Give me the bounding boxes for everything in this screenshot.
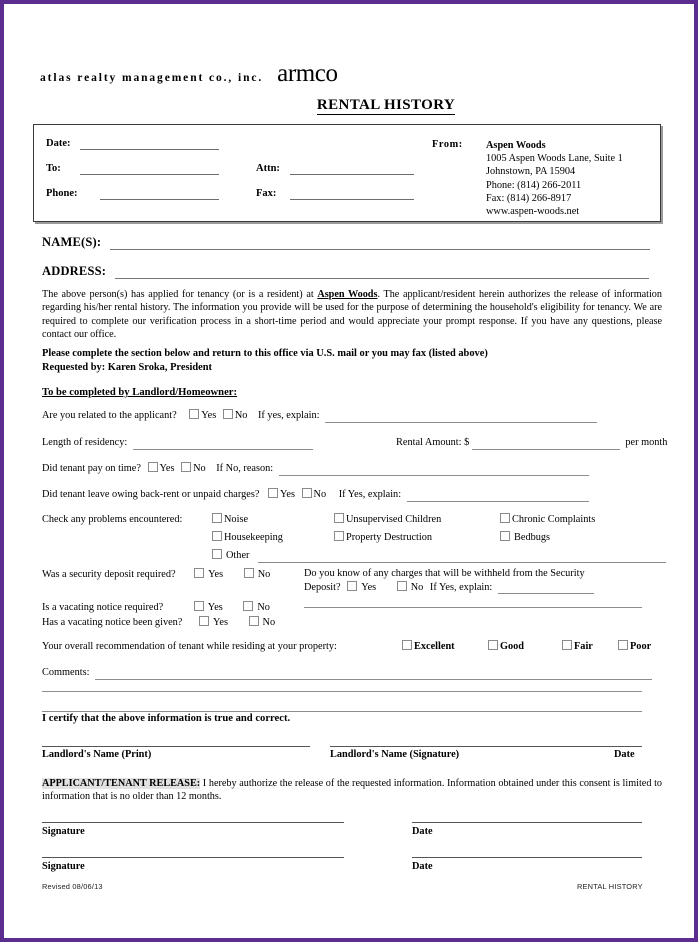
recommendation-poor-label: Poor xyxy=(630,641,652,652)
pay-on-time-yes-label: Yes xyxy=(159,463,175,474)
contact-box-inner xyxy=(34,125,660,221)
checkbox-icon[interactable] xyxy=(488,640,498,650)
back-rent-label: Did tenant leave owing back-rent or unpaid charges? xyxy=(42,489,260,500)
related-yes-option[interactable] xyxy=(189,410,216,421)
from-phone: Phone: (814) 266-2011 xyxy=(486,179,582,191)
from-website: www.aspen-woods.net xyxy=(486,206,580,218)
pay-on-time-no-label: No xyxy=(193,463,206,474)
recommendation-excellent-label: Excellent xyxy=(414,641,455,652)
related-no-label: No xyxy=(234,410,248,421)
footer-revised-date: Revised 08/06/13 xyxy=(42,882,103,891)
from-company-name: Aspen Woods xyxy=(486,140,546,151)
landlord-print-line[interactable] xyxy=(42,746,310,747)
phone-input-line[interactable] xyxy=(100,199,219,200)
contact-box xyxy=(33,124,661,222)
brand-logo: armco xyxy=(277,60,338,87)
applicant-date-line-2[interactable] xyxy=(412,857,642,858)
problem-option-unsupervised-children[interactable] xyxy=(334,513,441,527)
question-length-of-residency xyxy=(42,436,313,450)
question-pay-on-time xyxy=(42,462,589,476)
checkbox-icon[interactable] xyxy=(402,640,412,650)
back-rent-no-label: No xyxy=(313,489,327,500)
checkbox-icon[interactable] xyxy=(223,409,233,419)
from-address-block xyxy=(486,139,623,218)
related-no-option[interactable] xyxy=(223,410,248,421)
recommendation-option-good[interactable] xyxy=(488,640,524,654)
brand-row xyxy=(40,61,652,86)
vacating-required-label: Is a vacating notice required? xyxy=(42,602,164,613)
checkbox-icon[interactable] xyxy=(268,488,278,498)
problem-option-other[interactable] xyxy=(212,549,666,563)
attn-label: Attn: xyxy=(256,163,280,174)
applicant-date-label-1: Date xyxy=(412,826,433,837)
instructions-block xyxy=(42,347,662,375)
fax-label: Fax: xyxy=(256,188,277,199)
landlord-print-label: Landlord's Name (Print) xyxy=(42,749,152,760)
length-of-residency-input-line[interactable] xyxy=(133,439,313,450)
document-sheet xyxy=(4,4,694,938)
comments-input-line-1[interactable] xyxy=(95,669,652,680)
applicant-signature-label-1: Signature xyxy=(42,826,85,837)
release-heading: APPLICANT/TENANT RELEASE: xyxy=(42,778,201,789)
vacating-required-no-label: No xyxy=(257,602,270,613)
related-yes-label: Yes xyxy=(201,410,217,421)
vacating-required-yes-label: Yes xyxy=(207,602,223,613)
question-vacating-given xyxy=(42,616,279,630)
pay-on-time-no-option[interactable] xyxy=(181,463,206,474)
fax-input-line[interactable] xyxy=(290,199,414,200)
withheld-charges-line-2 xyxy=(304,581,650,595)
checkbox-icon[interactable] xyxy=(212,513,222,523)
withheld-charges-no-option[interactable] xyxy=(397,582,424,593)
address-input-line[interactable] xyxy=(115,267,649,279)
problem-noise-label: Noise xyxy=(224,514,249,525)
date-label: Date: xyxy=(46,138,71,149)
instructions-line-2: Requested by: Karen Sroka, President xyxy=(42,362,213,373)
back-rent-yes-label: Yes xyxy=(279,489,295,500)
applicant-signature-line-2[interactable] xyxy=(42,857,344,858)
address-label: ADDRESS: xyxy=(42,264,107,278)
comments-label: Comments: xyxy=(42,667,90,678)
names-input-line[interactable] xyxy=(110,238,650,250)
instructions-line-1: Please complete the section below and return to this office via U.S. mail or you may fax (listed above) xyxy=(42,348,488,359)
checkbox-icon[interactable] xyxy=(249,616,259,626)
back-rent-explain-line[interactable] xyxy=(407,491,589,502)
letterhead xyxy=(40,61,652,114)
date-input-line[interactable] xyxy=(80,149,219,150)
related-label: Are you related to the applicant? xyxy=(42,410,177,421)
pay-on-time-label: Did tenant pay on time? xyxy=(42,463,141,474)
back-rent-no-option[interactable] xyxy=(302,489,327,500)
property-name-inline: Aspen Woods xyxy=(317,289,378,300)
question-withheld-charges xyxy=(304,567,650,594)
withheld-charges-yes-label: Yes xyxy=(361,581,377,593)
comments-field xyxy=(42,666,652,680)
checkbox-icon[interactable] xyxy=(181,462,191,472)
recommendation-option-fair[interactable] xyxy=(562,640,593,654)
applicant-signature-label-2: Signature xyxy=(42,861,85,872)
withheld-charges-explain-line[interactable] xyxy=(498,583,594,594)
checkbox-icon[interactable] xyxy=(302,488,312,498)
landlord-signature-label: Landlord's Name (Signature) xyxy=(330,749,460,760)
checkbox-icon[interactable] xyxy=(243,601,253,611)
release-body: I hereby authorize the release of the requested information. Information obtained under this consent is limited to information that is no older than 12 months. xyxy=(42,778,662,803)
checkbox-icon[interactable] xyxy=(618,640,628,650)
question-recommendation-label: Your overall recommendation of tenant while residing at your property: xyxy=(42,641,337,652)
security-deposit-no-option[interactable] xyxy=(244,569,271,580)
checkbox-icon[interactable] xyxy=(148,462,158,472)
vacating-given-yes-label: Yes xyxy=(212,617,228,628)
phone-label: Phone: xyxy=(46,188,78,199)
recommendation-fair-label: Fair xyxy=(574,641,593,652)
checkbox-icon[interactable] xyxy=(194,568,204,578)
checkbox-icon[interactable] xyxy=(334,513,344,523)
landlord-date-label: Date xyxy=(614,749,635,760)
recommendation-good-label: Good xyxy=(500,641,525,652)
applicant-date-label-2: Date xyxy=(412,861,433,872)
checkbox-icon[interactable] xyxy=(244,568,254,578)
back-rent-yes-option[interactable] xyxy=(268,489,295,500)
question-vacating-required xyxy=(42,601,274,615)
withheld-charges-line-1: Do you know of any charges that will be withheld from the Security xyxy=(304,568,585,579)
names-field xyxy=(42,235,650,250)
withheld-charges-extra-line[interactable] xyxy=(304,607,642,608)
to-label: To: xyxy=(46,163,61,174)
company-name: atlas realty management co., inc. xyxy=(40,72,264,84)
problem-other-label: Other xyxy=(226,550,250,561)
checkbox-icon[interactable] xyxy=(194,601,204,611)
problem-property-destruction-label: Property Destruction xyxy=(346,532,433,543)
problem-option-noise[interactable] xyxy=(212,513,248,527)
security-deposit-yes-label: Yes xyxy=(208,569,224,580)
applicant-date-line-1[interactable] xyxy=(412,822,642,823)
recommendation-option-excellent[interactable] xyxy=(402,640,455,654)
certification-statement: I certify that the above information is true and correct. xyxy=(42,713,291,724)
comments-input-line-2[interactable] xyxy=(42,691,642,692)
section-heading-landlord: To be completed by Landlord/Homeowner: xyxy=(42,387,238,398)
pay-on-time-reason-line[interactable] xyxy=(279,465,589,476)
vacating-given-no-option[interactable] xyxy=(249,617,276,628)
problem-option-bedbugs[interactable] xyxy=(500,531,550,545)
intro-paragraph xyxy=(42,288,662,342)
question-security-deposit xyxy=(42,568,274,582)
attn-input-line[interactable] xyxy=(290,174,414,175)
question-rental-amount xyxy=(396,436,667,450)
problem-housekeeping-label: Housekeeping xyxy=(224,532,283,543)
checkbox-icon[interactable] xyxy=(500,531,510,541)
question-back-rent xyxy=(42,488,589,502)
applicant-tenant-release xyxy=(42,777,662,804)
vacating-given-label: Has a vacating notice been given? xyxy=(42,617,183,628)
intro-part-2: . The applicant/resident herein authorizes the release of information regarding his/her rental history. The information you provide will be used for the purpose of determining the household's eligibility for tenancy. We are required to complete our verification process in a short-time period and would appreciate your prompt response. If you have any questions, please contact our office. xyxy=(42,289,662,341)
withheld-charges-followup-label: If Yes, explain: xyxy=(429,581,493,593)
from-fax: Fax: (814) 266-8917 xyxy=(486,192,572,204)
problem-option-chronic-complaints[interactable] xyxy=(500,513,595,527)
intro-part-1: The above person(s) has applied for tenancy (or is a resident) at xyxy=(42,289,318,300)
checkbox-icon[interactable] xyxy=(562,640,572,650)
checkbox-icon[interactable] xyxy=(347,581,357,591)
withheld-charges-yes-option[interactable] xyxy=(347,582,376,593)
checkbox-icon[interactable] xyxy=(212,549,222,559)
vacating-required-yes-option[interactable] xyxy=(194,602,223,613)
names-label: NAME(S): xyxy=(42,235,102,249)
checkbox-icon[interactable] xyxy=(212,531,222,541)
related-followup-label: If yes, explain: xyxy=(257,410,320,421)
problem-unsupervised-children-label: Unsupervised Children xyxy=(346,514,442,525)
checkbox-icon[interactable] xyxy=(334,531,344,541)
withheld-charges-prefix: Deposit? xyxy=(304,581,341,593)
withheld-charges-no-label: No xyxy=(410,581,424,593)
from-address-line1: 1005 Aspen Woods Lane, Suite 1 xyxy=(486,153,623,165)
problem-other-input-line[interactable] xyxy=(258,552,666,563)
recommendation-option-poor[interactable] xyxy=(618,640,651,654)
problem-chronic-complaints-label: Chronic Complaints xyxy=(512,514,596,525)
security-deposit-no-label: No xyxy=(257,569,271,580)
pay-on-time-yes-option[interactable] xyxy=(148,463,175,474)
rental-amount-suffix: per month xyxy=(625,437,668,448)
length-of-residency-label: Length of residency: xyxy=(42,437,128,448)
problem-option-housekeeping[interactable] xyxy=(212,531,283,545)
rental-amount-label: Rental Amount: $ xyxy=(396,437,470,448)
vacating-given-yes-option[interactable] xyxy=(199,617,228,628)
footer-document-name: RENTAL HISTORY xyxy=(577,882,643,891)
vacating-required-no-option[interactable] xyxy=(243,602,270,613)
checkbox-icon[interactable] xyxy=(500,513,510,523)
security-deposit-label: Was a security deposit required? xyxy=(42,569,176,580)
checkbox-icon[interactable] xyxy=(397,581,407,591)
related-explain-line[interactable] xyxy=(325,412,597,423)
applicant-signature-line-1[interactable] xyxy=(42,822,344,823)
comments-input-line-3[interactable] xyxy=(42,711,642,712)
vacating-given-no-label: No xyxy=(262,617,276,628)
security-deposit-yes-option[interactable] xyxy=(194,569,223,580)
back-rent-followup-label: If Yes, explain: xyxy=(338,489,402,500)
page-title xyxy=(40,96,652,114)
page-title-text: RENTAL HISTORY xyxy=(316,97,456,113)
from-address-line2: Johnstown, PA 15904 xyxy=(486,166,576,178)
question-related-to-applicant xyxy=(42,409,597,423)
pay-on-time-followup-label: If No, reason: xyxy=(216,463,274,474)
rental-amount-input-line[interactable] xyxy=(472,439,620,450)
address-field xyxy=(42,264,649,279)
checkbox-icon[interactable] xyxy=(199,616,209,626)
question-problems-label: Check any problems encountered: xyxy=(42,514,183,525)
problem-bedbugs-label: Bedbugs xyxy=(514,532,551,543)
problem-option-property-destruction[interactable] xyxy=(334,531,432,545)
to-input-line[interactable] xyxy=(80,174,219,175)
landlord-signature-line[interactable] xyxy=(330,746,642,747)
checkbox-icon[interactable] xyxy=(189,409,199,419)
from-label: From: xyxy=(432,139,463,150)
